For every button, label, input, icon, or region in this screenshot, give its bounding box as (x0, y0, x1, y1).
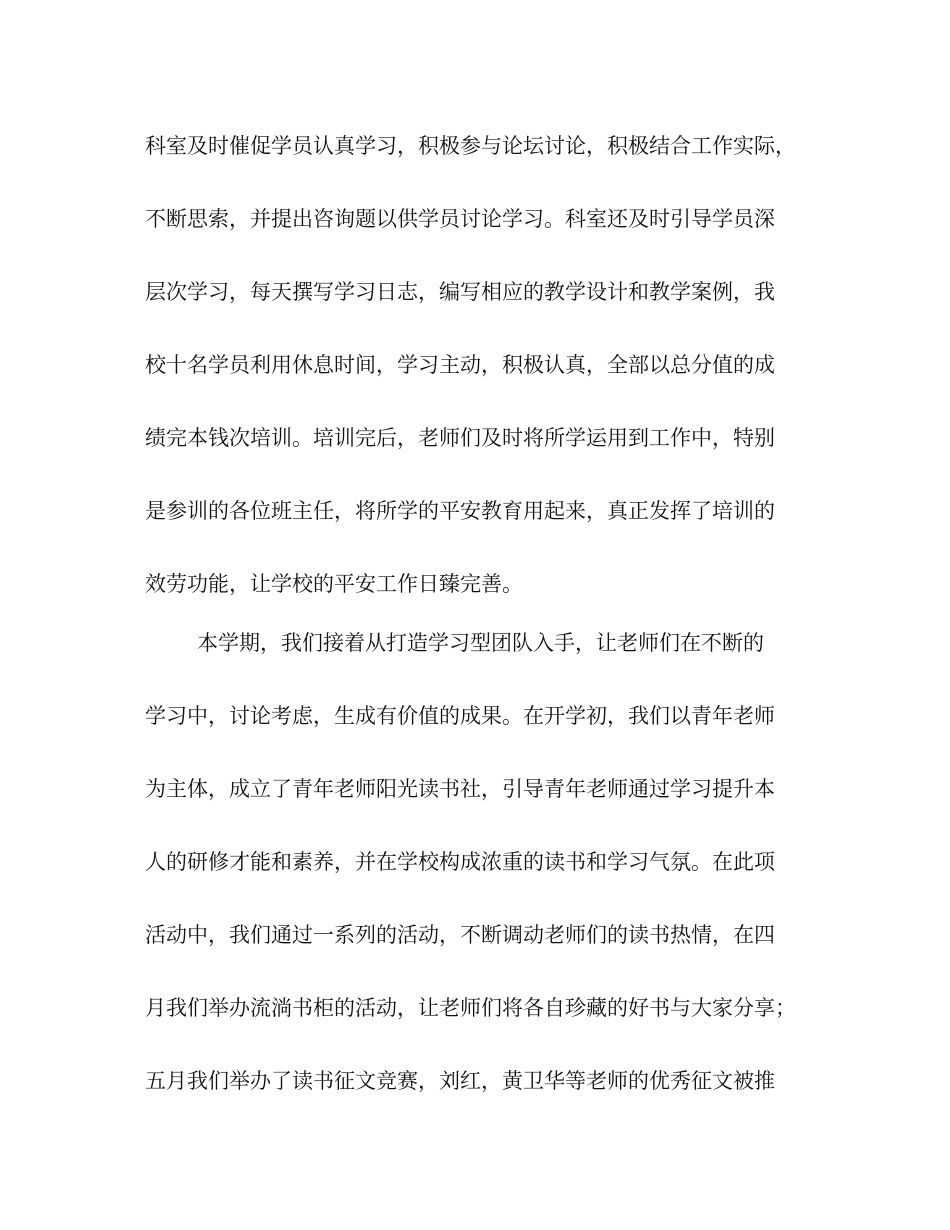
paragraph-line-7: 效劳功能，让学校的平安工作日臻完善。 (145, 572, 523, 596)
paragraph-line-1: 科室及时催促学员认真学习，积极参与论坛讨论，积极结合工作实际， (145, 134, 796, 158)
paragraph-line-14: 五月我们举办了读书征文竞赛，刘红，黄卫华等老师的优秀征文被推 (145, 1069, 775, 1093)
paragraph-line-5: 绩完本钱次培训。培训完后，老师们及时将所学运用到工作中，特别 (145, 426, 775, 450)
paragraph-line-10: 为主体，成立了青年老师阳光读书社，引导青年老师通过学习提升本 (145, 777, 775, 801)
paragraph-line-6: 是参训的各位班主任，将所学的平安教育用起来，真正发挥了培训的 (145, 499, 775, 523)
paragraph-line-13: 月我们举办流淌书柜的活动，让老师们将各自珍藏的好书与大家分享； (145, 996, 796, 1020)
paragraph-line-8: 本学期，我们接着从打造学习型团队入手，让老师们在不断的 (197, 631, 764, 655)
paragraph-line-11: 人的研修才能和素养，并在学校构成浓重的读书和学习气氛。在此项 (145, 850, 775, 874)
paragraph-line-3: 层次学习，每天撰写学习日志，编写相应的教学设计和教学案例，我 (145, 280, 775, 304)
paragraph-line-2: 不断思索，并提出咨询题以供学员讨论学习。科室还及时引导学员深 (145, 207, 775, 231)
paragraph-line-9: 学习中，讨论考虑，生成有价值的成果。在开学初，我们以青年老师 (145, 704, 775, 728)
paragraph-line-4: 校十名学员利用休息时间，学习主动，积极认真，全部以总分值的成 (145, 353, 775, 377)
paragraph-line-12: 活动中，我们通过一系列的活动，不断调动老师们的读书热情，在四 (145, 923, 775, 947)
